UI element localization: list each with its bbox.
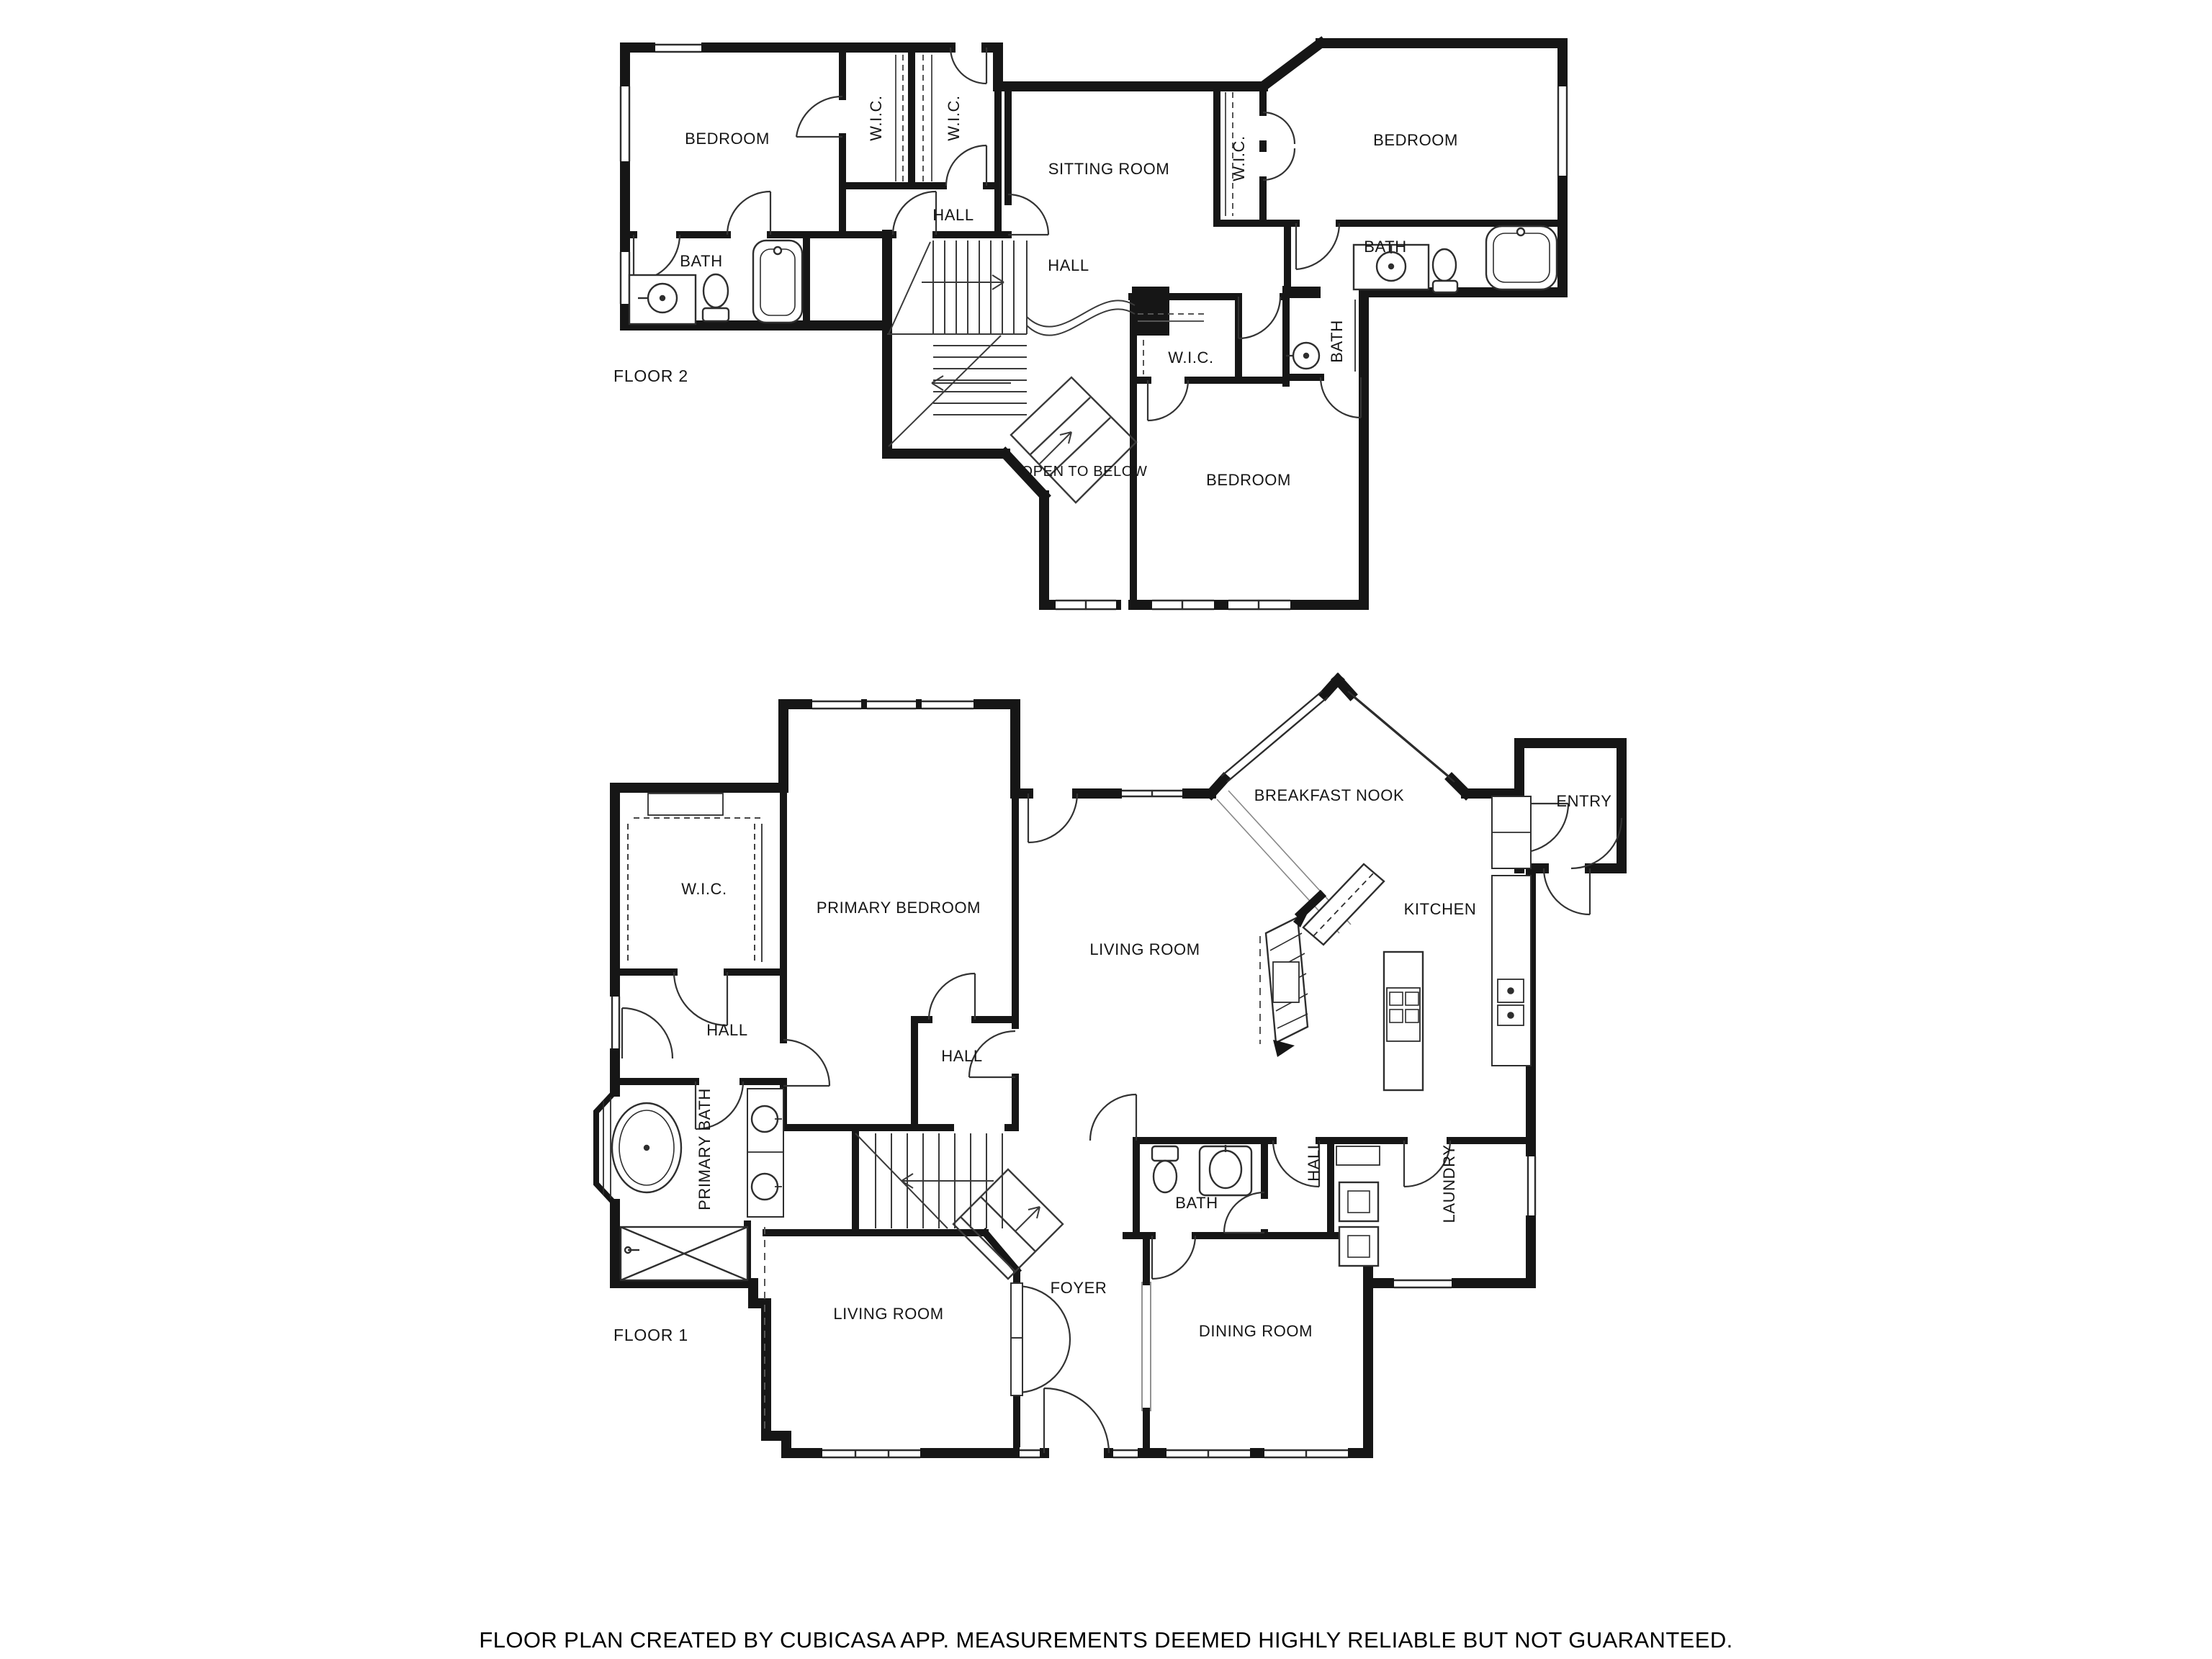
floor2-plan (618, 42, 1570, 612)
room-label-hall-left: HALL (706, 1022, 748, 1040)
room-label-sitting-room: SITTING ROOM (1048, 161, 1170, 179)
room-label-wic-middle: W.I.C. (1168, 350, 1214, 367)
room-label-primary-bath: PRIMARY BATH (697, 1088, 714, 1210)
room-label-entry: ENTRY (1556, 793, 1612, 811)
floor2-exterior-walls (625, 43, 1563, 605)
room-label-hall-main: HALL (1048, 258, 1089, 275)
room-label-breakfast-nook: BREAKFAST NOOK (1254, 788, 1405, 805)
room-label-bath-top-right: BATH (1364, 239, 1407, 256)
room-label-hall-center: HALL (941, 1048, 983, 1066)
room-label-wic-2: W.I.C. (946, 95, 963, 141)
room-label-dining-room: DINING ROOM (1198, 1323, 1313, 1341)
room-label-bedroom-top-left: BEDROOM (685, 131, 770, 148)
room-label-hall-small: HALL (932, 207, 974, 225)
floor1-plan (596, 680, 1622, 1460)
room-label-primary-bedroom: PRIMARY BEDROOM (816, 900, 981, 917)
floor1-door-leaves (1011, 1283, 1022, 1395)
room-label-bath-middle: BATH (1329, 320, 1346, 363)
room-label-laundry: LAUNDRY (1442, 1144, 1459, 1223)
room-label-bath-floor1: BATH (1175, 1195, 1218, 1213)
room-label-wic-floor1: W.I.C. (681, 881, 727, 899)
floor2-bath-fixtures (629, 226, 1557, 372)
room-label-hall-laundry: HALL (1306, 1140, 1323, 1182)
floor1-cased-opening (1142, 1282, 1151, 1411)
floor1-fixtures (612, 793, 1531, 1280)
floor1-label: FLOOR 1 (613, 1328, 689, 1345)
room-label-open-to-below: OPEN TO BELOW (1021, 464, 1148, 480)
room-label-living-room-bottom: LIVING ROOM (833, 1306, 944, 1323)
caption-text: FLOOR PLAN CREATED BY CUBICASA APP. MEASUREMENTS DEEMED HIGHLY RELIABLE BUT NOT GUARANTEED. (479, 1629, 1733, 1653)
room-label-wic-sitting: W.I.C. (1231, 135, 1249, 181)
room-label-bedroom-bottom: BEDROOM (1206, 472, 1291, 490)
room-label-wic-1: W.I.C. (868, 95, 886, 141)
room-label-bath-top-left: BATH (680, 253, 723, 271)
floor1-exterior-walls (615, 680, 1622, 1453)
floor2-label: FLOOR 2 (613, 369, 689, 386)
room-label-foyer: FOYER (1050, 1280, 1107, 1298)
room-label-living-room-center: LIVING ROOM (1089, 942, 1200, 959)
floor1-stairs (855, 1133, 1063, 1279)
room-label-bedroom-top-right: BEDROOM (1373, 132, 1458, 150)
room-label-kitchen: KITCHEN (1403, 902, 1477, 919)
